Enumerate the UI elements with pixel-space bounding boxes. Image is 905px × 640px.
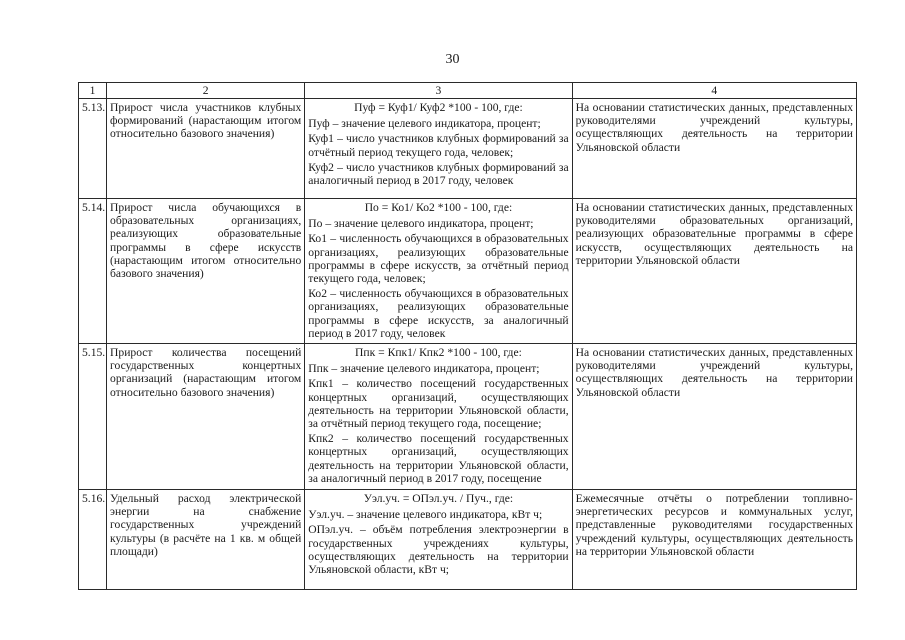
formula-definition: По – значение целевого индикатора, процент; bbox=[308, 217, 534, 231]
table-row bbox=[79, 199, 857, 344]
page-number: 30 bbox=[445, 52, 460, 67]
indicator-name: Прирост числа участников клубных формирований (нарастающим итогом относительно базового значения) bbox=[107, 99, 305, 199]
row-number: 5.15. bbox=[79, 344, 107, 490]
table-row bbox=[79, 99, 857, 199]
row-number: 5.14. bbox=[79, 199, 107, 344]
column-header: 1 bbox=[79, 83, 107, 99]
formula-cell bbox=[305, 99, 572, 199]
column-header: 4 bbox=[572, 83, 856, 99]
row-number: 5.13. bbox=[79, 99, 107, 199]
table-header-row bbox=[79, 83, 857, 99]
formula-definition: Ко1 – численность обучающихся в образовательных организациях, реализующих образовательные программы в сфере искусств, за отчётный период текущего года, человек; bbox=[308, 232, 569, 286]
formula-definition: Куф1 – число участников клубных формирований за отчётный период текущего года, человек; bbox=[308, 132, 569, 159]
formula: Ппк = Кпк1/ Кпк2 *100 - 100, где: bbox=[355, 346, 522, 360]
formula-cell bbox=[305, 490, 572, 590]
formula-definition: Кпк2 – количество посещений государственных концертных организаций, осуществляющих деятельность на территории Ульяновской области, за аналогичный период в 2017 году, посещение bbox=[308, 432, 569, 485]
table-row bbox=[79, 344, 857, 490]
formula-definition: Кпк1 – количество посещений государственных концертных организаций, осуществляющих деятельность на территории Ульяновской области, за отчётный период текущего года, посещение; bbox=[308, 377, 569, 431]
formula: По = Ко1/ Ко2 *100 - 100, где: bbox=[364, 201, 513, 214]
row-number: 5.16. bbox=[79, 490, 107, 590]
data-source: Ежемесячные отчёты о потреблении топливно-энергетических ресурсов и коммунальных услуг, представленные руководителями государственных учреждений культуры, осуществляющих деятельность на территории Ульяновской области bbox=[572, 490, 856, 590]
column-header: 2 bbox=[107, 83, 305, 99]
indicator-name: Прирост числа обучающихся в образовательных организациях, реализующих образовательные программы в сфере искусств (нарастающим итогом относительно базового значения) bbox=[107, 199, 305, 344]
data-source: На основании статистических данных, представленных руководителями образовательных организаций, реализующих образовательные программы в сфере искусств, осуществляющих деятельность на территории Ульяновской области bbox=[572, 199, 856, 344]
data-source: На основании статистических данных, представленных руководителями учреждений культуры, осуществляющих деятельность на территории Ульяновской области bbox=[572, 344, 856, 490]
formula-cell bbox=[305, 199, 572, 344]
data-source: На основании статистических данных, представленных руководителями учреждений культуры, осуществляющих деятельность на территории Ульяновской области bbox=[572, 99, 856, 199]
formula-definition: ОПэл.уч. – объём потребления электроэнергии в государственных учреждениях культуры, осуществляющих деятельность на территории Ульяновской области, кВт ч; bbox=[308, 523, 569, 577]
formula: Уэл.уч. = ОПэл.уч. / Пуч., где: bbox=[363, 492, 514, 506]
indicator-name: Удельный расход электрической энергии на снабжение государственных учреждений культуры (в расчёте на 1 кв. м общей площади) bbox=[107, 490, 305, 590]
column-header: 3 bbox=[305, 83, 572, 99]
formula-definition: Куф2 – число участников клубных формирований за аналогичный период в 2017 году, человек bbox=[308, 160, 569, 188]
formula-definition: Уэл.уч. – значение целевого индикатора, кВт ч; bbox=[308, 508, 543, 522]
table-row bbox=[79, 490, 857, 590]
indicator-name: Прирост количества посещений государственных концертных организаций (нарастающим итогом относительно базового значения) bbox=[107, 344, 305, 490]
indicators-table bbox=[78, 82, 857, 590]
formula-definition: Ко2 – численность обучающихся в образовательных организациях, реализующих образовательные программы в сфере искусств, за аналогичный период в 2017 году, человек bbox=[308, 287, 569, 340]
formula: Пуф = Куф1/ Куф2 *100 - 100, где: bbox=[354, 101, 523, 114]
formula-definition: Ппк – значение целевого индикатора, процент; bbox=[308, 362, 540, 376]
formula-cell bbox=[305, 344, 572, 490]
formula-definition: Пуф – значение целевого индикатора, процент; bbox=[308, 117, 541, 131]
